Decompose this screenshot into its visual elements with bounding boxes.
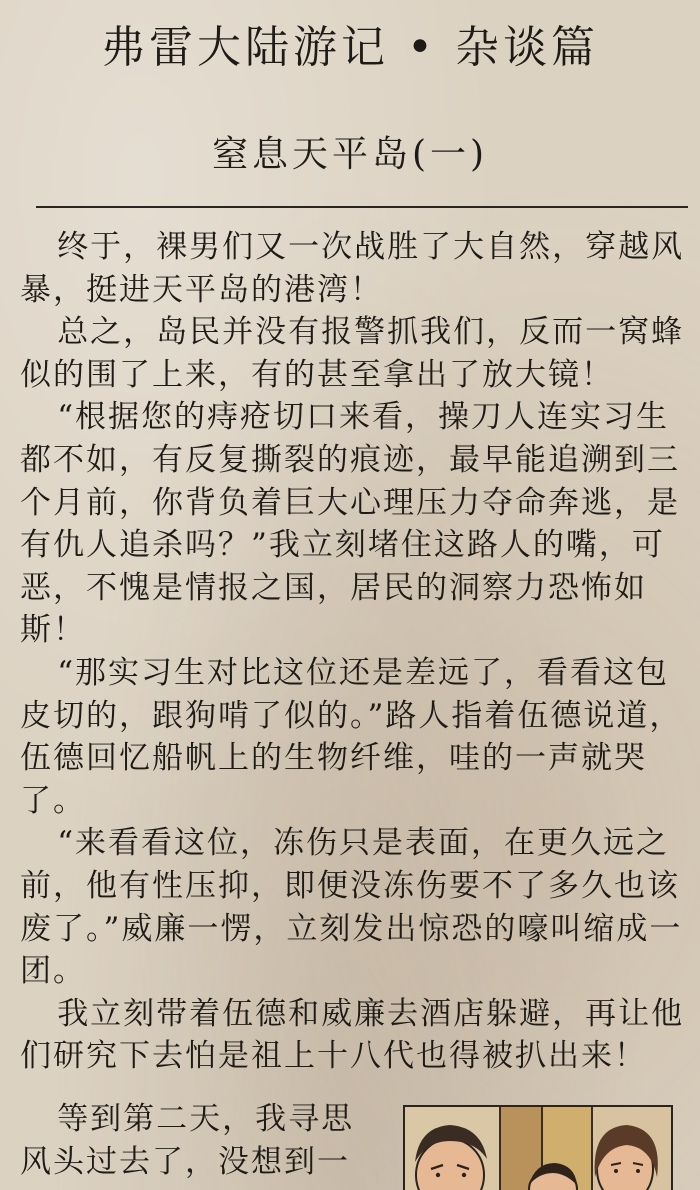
paragraph: “根据您的痔疮切口来看，操刀人连实习生都不如，有反复撕裂的痕迹，最早能追溯到三个月前，你背负着巨大心理压力夺命奔逃，是有仇人追杀吗？”我立刻堵住这路人的嘴，可恶，不愧是情报之国，居民的洞察力恐怖如斯！ <box>20 399 680 649</box>
title-divider <box>36 206 688 208</box>
paragraph: “来看看这位，冻伤只是表面，在更久远之前，他有性压抑，即便没冻伤要不了多久也该废了。”威廉一愣，立刻发出惊恐的嚎叫缩成一团。 <box>20 825 683 990</box>
paragraph: 我立刻带着伍德和威廉去酒店躲避，再让他们研究下去怕是祖上十八代也得被扒出来！ <box>20 995 685 1075</box>
comic-illustration-icon <box>405 1107 671 1190</box>
comic-panel-illustration <box>403 1105 673 1190</box>
paragraph: 终于，裸男们又一次战胜了大自然，穿越风暴，挺进天平岛的港湾！ <box>20 229 685 308</box>
paragraph: 等到第二天，我寻思风头过去了，没想到一 <box>20 1101 355 1180</box>
article-continuation <box>20 1098 370 1183</box>
paragraph: 总之，岛民并没有报警抓我们，反而一窝蜂似的围了上来，有的甚至拿出了放大镜！ <box>20 314 685 393</box>
chapter-title: 窒息天平岛(一) <box>211 134 489 175</box>
paragraph: “那实习生对比这位还是差远了，看看这包皮切的，跟狗啃了似的。”路人指着伍德说道，伍德回忆船帆上的生物纤维，哇的一声就哭了。 <box>20 654 683 819</box>
article-body <box>20 226 686 1078</box>
page-title: 弗雷大陆游记 • 杂谈篇 <box>101 22 599 73</box>
